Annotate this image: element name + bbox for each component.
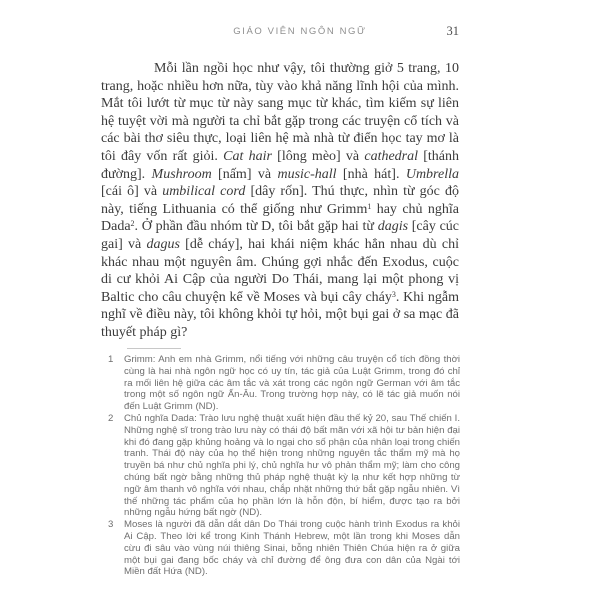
- footnote-ref: 3: [391, 289, 396, 299]
- footnote-item: [108, 354, 460, 413]
- footnote-text: Chủ nghĩa Dada: Trào lưu nghệ thuật xuất hiện đầu thế kỷ 20, sau Thế chiến I. Những nghệ sĩ trong trào lưu này có thái độ bất mãn với xã hội tư bản hiện đại khi đó đang gặp khủng hoảng và lo ngại cho số phận của nhân loại trong chiến tranh. Thái độ này của họ thể hiện trong những nguyên tắc thẩm mỹ mà họ truyền bá như chủ nghĩa phi lý, chủ nghĩa hư vô phản thẩm mỹ; làm cho công chúng bất ngờ bằng những thủ pháp nghệ thuật kỳ lạ như kết hợp những từ ngữ âm thanh vô nghĩa với nhau, chắp nhặt những thứ bắt gặp ngẫu nhiên. Vì thế những tác phẩm của họ phần lớn là hỗn độn, bí hiểm, được tạo ra bởi những ngẫu hứng bất ngờ (ND).: [124, 412, 460, 519]
- page-header: [0, 26, 600, 42]
- body-italic-term: cathedral: [364, 148, 419, 164]
- footnote-item: [108, 413, 460, 519]
- body-italic-term: music-hall: [277, 166, 337, 182]
- body-text-segment: hay chủ nghĩa Dada: [101, 201, 460, 235]
- body-text-segment: [nhà hát].: [336, 166, 406, 182]
- body-text-segment: [thánh đường].: [101, 148, 460, 182]
- body-paragraph: [101, 60, 459, 342]
- body-text-segment: Mỗi lần ngồi học như vậy, tôi thường giở 5 trang, 10 trang, hoặc nhiều hơn nữa, tùy vào khả năng lĩnh hội của mình. Mắt tôi lướt từ mục từ này sang mục từ khác, tìm kiếm sự liên hệ tuyệt vời mà người ta chỉ bắt gặp trong các truyện cổ tích và các bài thơ siêu thực, loại liên hệ mà nhà từ điển học tay mơ là tôi đây vốn rất giỏi.: [101, 61, 459, 164]
- page-number: 31: [446, 24, 459, 38]
- body-italic-term: Cat hair: [223, 148, 272, 164]
- body-text-segment: [cây cúc gai] và: [101, 219, 459, 252]
- running-header-title: GIÁO VIÊN NGÔN NGỮ: [233, 26, 367, 37]
- body-text-segment: [dễ cháy], hai khái niệm khác hẳn nhau dù chỉ khác nhau một nguyên âm. Chúng gợi nhắc đến Exodus, cuộc di cư khỏi Ai Cập của người Do Thái, mang lại một phong vị Baltic cho câu chuyện kể về Moses và bụi cây cháy: [101, 236, 460, 305]
- footnote-marker: 3: [108, 519, 114, 531]
- footnote-item: [108, 519, 460, 578]
- body-text-segment: [cái ô] và: [101, 184, 163, 200]
- footnotes-section: [108, 354, 460, 578]
- footnote-marker: 2: [108, 412, 114, 424]
- body-text-segment: [nấm] và: [211, 166, 278, 182]
- body-italic-term: Mushroom: [151, 166, 212, 182]
- body-text-segment: . Khi ngẫm nghĩ về điều này, tôi không khỏi tự hỏi, một bụi gai ở sa mạc đã thuyết pháp gì?: [101, 289, 459, 340]
- body-italic-term: umbilical cord: [162, 184, 246, 200]
- body-text-segment: [lông mèo] và: [271, 148, 365, 164]
- body-italic-term: dagis: [377, 219, 409, 235]
- footnote-marker: 1: [108, 354, 114, 365]
- footnote-text: Grimm: Anh em nhà Grimm, nổi tiếng với những câu truyện cổ tích đồng thời cùng là hai nhà ngôn ngữ học có uy tín, tác giả của Luật Grimm, trong đó chỉ ra mối liên hệ giữa các âm tắc và xát trong các ngôn ngữ German với âm tắc trong một số ngôn ngữ Ấn-Âu. Trong trường hợp này, có lẽ tác giả muốn nói đến Luật Grimm (ND).: [124, 354, 460, 413]
- footnote-ref: 1: [367, 201, 372, 211]
- body-text-segment: . Ở phần đầu nhóm từ D, tôi bắt gặp hai từ: [134, 219, 378, 235]
- footnote-separator: [127, 348, 181, 349]
- body-italic-term: Umbrella: [405, 166, 459, 182]
- footnote-ref: 2: [130, 219, 135, 229]
- body-italic-term: dagus: [146, 236, 180, 252]
- footnote-text: Moses là người đã dẫn dắt dân Do Thái trong cuộc hành trình Exodus ra khỏi Ai Cập. Theo lời kể trong Kinh Thánh Hebrew, một lần trong khi Moses dẫn cừu đi sâu vào vùng núi thiêng Sinai, bỗng nhiên Thiên Chúa hiện ra ở giữa một bụi gai đang bốc cháy và chỉ đường để ông đưa con dân của Ngài tới Miền đất Hứa (ND).: [124, 519, 460, 578]
- body-text-segment: [dây rốn]. Thú thực, nhìn từ góc độ này, tiếng Lithuania có thể giống như Grimm: [101, 184, 459, 217]
